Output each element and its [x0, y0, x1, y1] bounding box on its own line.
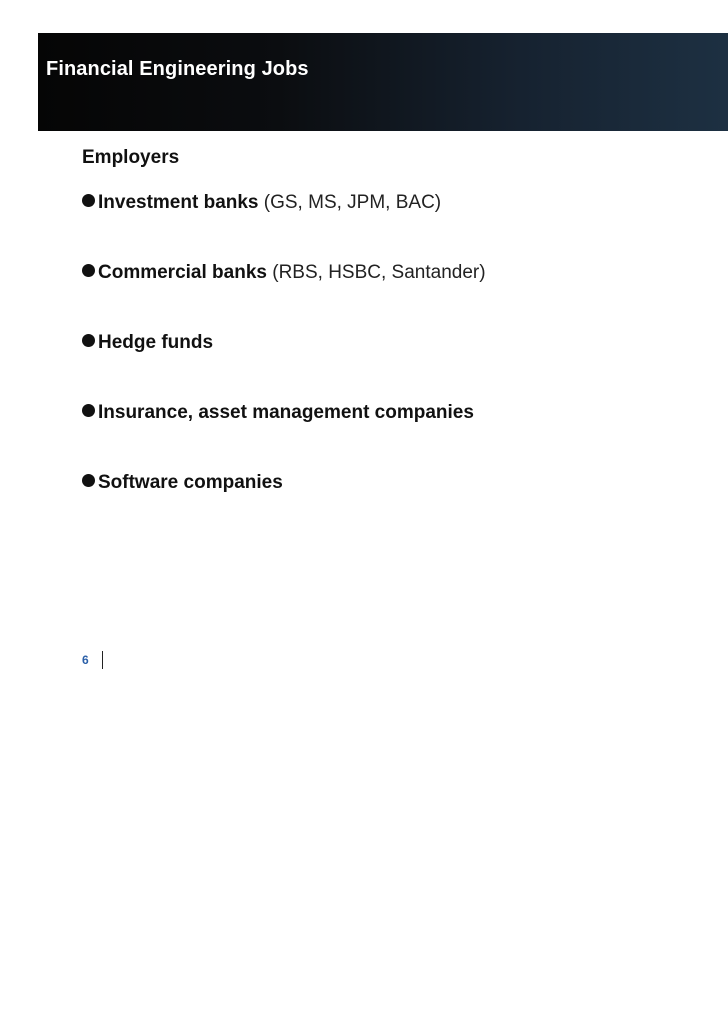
employer-list — [82, 188, 486, 538]
list-item — [82, 398, 486, 468]
employer-type: Insurance, asset management companies — [98, 402, 474, 423]
employer-type: Commercial banks — [98, 262, 267, 283]
list-item — [82, 258, 486, 328]
page-number: 6 — [82, 653, 89, 667]
title-bar — [38, 33, 728, 131]
footer-divider — [102, 651, 103, 669]
bullet-icon — [82, 334, 95, 347]
employer-examples: (RBS, HSBC, Santander) — [266, 262, 486, 283]
list-item — [82, 468, 486, 538]
employer-examples: (GS, MS, JPM, BAC) — [258, 192, 442, 213]
employer-type: Software companies — [98, 472, 283, 493]
bullet-icon — [82, 194, 95, 207]
bullet-icon — [82, 474, 95, 487]
list-item — [82, 328, 486, 398]
bullet-icon — [82, 404, 95, 417]
section-heading: Employers — [82, 147, 180, 168]
bullet-icon — [82, 264, 95, 277]
employer-type: Hedge funds — [98, 332, 214, 353]
list-item — [82, 188, 486, 258]
slide-title: Financial Engineering Jobs — [46, 58, 309, 80]
employer-type: Investment banks — [98, 192, 259, 213]
